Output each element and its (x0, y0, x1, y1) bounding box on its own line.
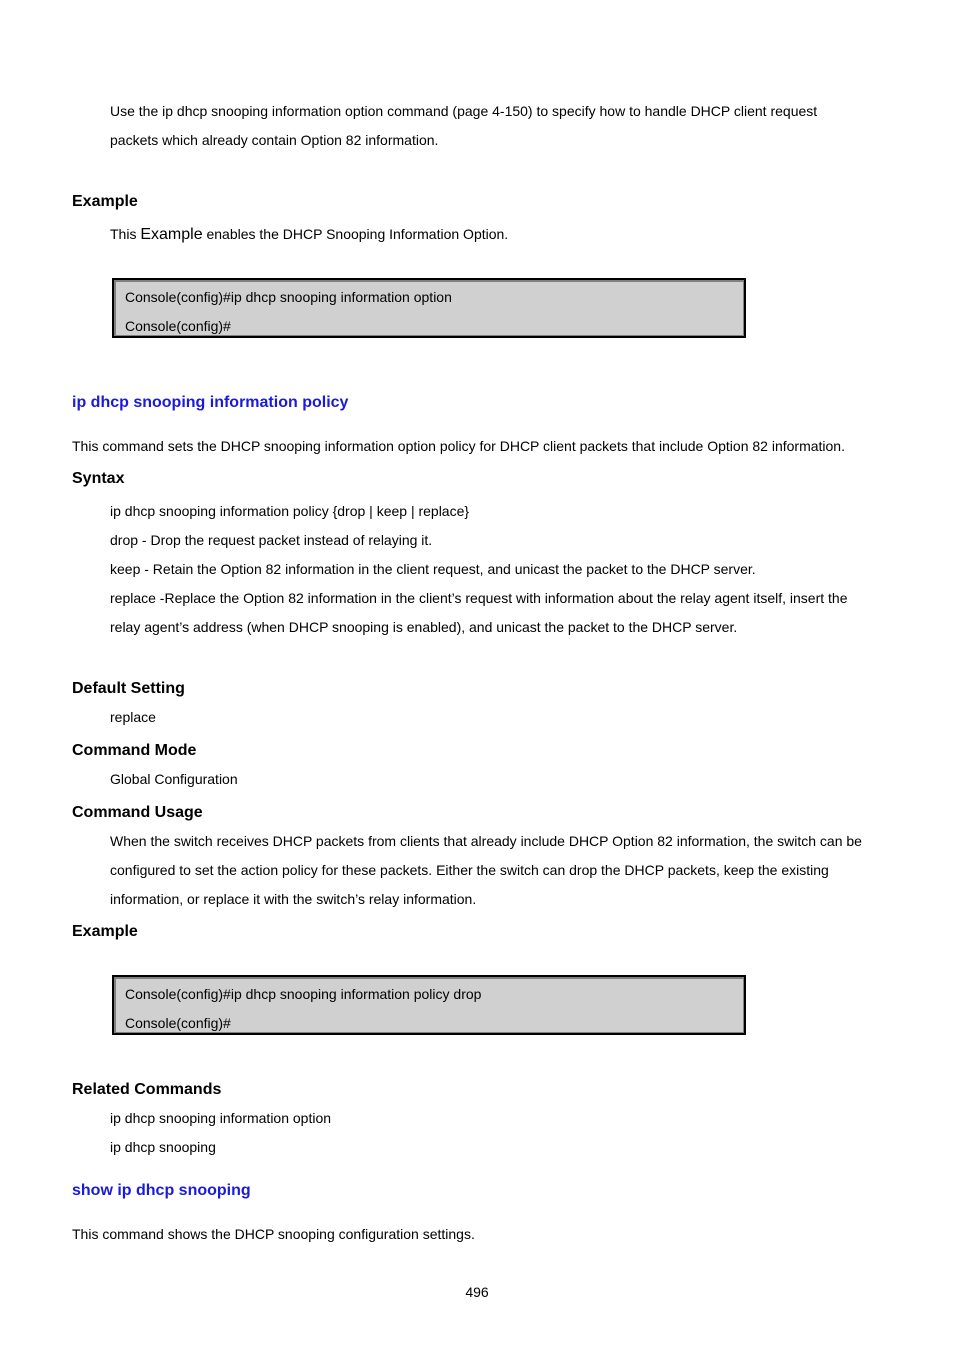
console-line: Console(config)#ip dhcp snooping information policy drop (125, 986, 482, 1002)
example-desc-prefix: This (110, 226, 141, 242)
related-command-item: ip dhcp snooping information option (110, 1110, 332, 1126)
intro-line-1: Use the ip dhcp snooping information option command (page 4-150) to specify how to handle DHCP client request (110, 103, 818, 119)
usage-line-1: When the switch receives DHCP packets from clients that already include DHCP Option 82 information, the switch can be (110, 833, 862, 849)
command-usage-heading: Command Usage (72, 804, 203, 821)
syntax-replace-1: replace -Replace the Option 82 information in the client’s request with information about the relay agent itself, insert the (110, 590, 848, 606)
section-title-policy[interactable]: ip dhcp snooping information policy (72, 394, 349, 411)
syntax-replace-2: relay agent’s address (when DHCP snooping is enabled), and unicast the packet to the DHCP server. (110, 619, 738, 635)
example-desc-suffix: enables the DHCP Snooping Information Option. (202, 226, 509, 242)
page-number: 496 (465, 1284, 489, 1300)
command-mode-heading: Command Mode (72, 742, 197, 759)
console-box (112, 278, 746, 338)
syntax-keep: keep - Retain the Option 82 information in the client request, and unicast the packet to the DHCP server. (110, 561, 756, 577)
usage-line-2: configured to set the action policy for these packets. Either the switch can drop the DHCP packets, keep the existing (110, 862, 829, 878)
default-setting-heading: Default Setting (72, 680, 185, 697)
related-commands-heading: Related Commands (72, 1081, 222, 1098)
syntax-line: ip dhcp snooping information policy {drop | keep | replace} (110, 503, 470, 519)
policy-description: This command sets the DHCP snooping information option policy for DHCP client packets that include Option 82 information. (72, 438, 845, 454)
console-line: Console(config)# (125, 318, 231, 334)
default-setting-value: replace (110, 709, 156, 725)
example-heading: Example (72, 193, 138, 210)
console-line: Console(config)# (125, 1015, 231, 1031)
command-mode-value: Global Configuration (110, 771, 238, 787)
example-description (110, 226, 508, 243)
syntax-heading: Syntax (72, 470, 125, 487)
example-heading-2: Example (72, 923, 138, 940)
syntax-drop: drop - Drop the request packet instead of relaying it. (110, 532, 433, 548)
console-box-2 (112, 975, 746, 1035)
example-desc-word: Example (140, 226, 203, 243)
console-line: Console(config)#ip dhcp snooping information option (125, 289, 452, 305)
show-description: This command shows the DHCP snooping configuration settings. (72, 1226, 475, 1242)
related-command-item: ip dhcp snooping (110, 1139, 216, 1155)
section-title-show[interactable]: show ip dhcp snooping (72, 1182, 251, 1199)
usage-line-3: information, or replace it with the switch’s relay information. (110, 891, 477, 907)
intro-line-2: packets which already contain Option 82 information. (110, 132, 439, 148)
